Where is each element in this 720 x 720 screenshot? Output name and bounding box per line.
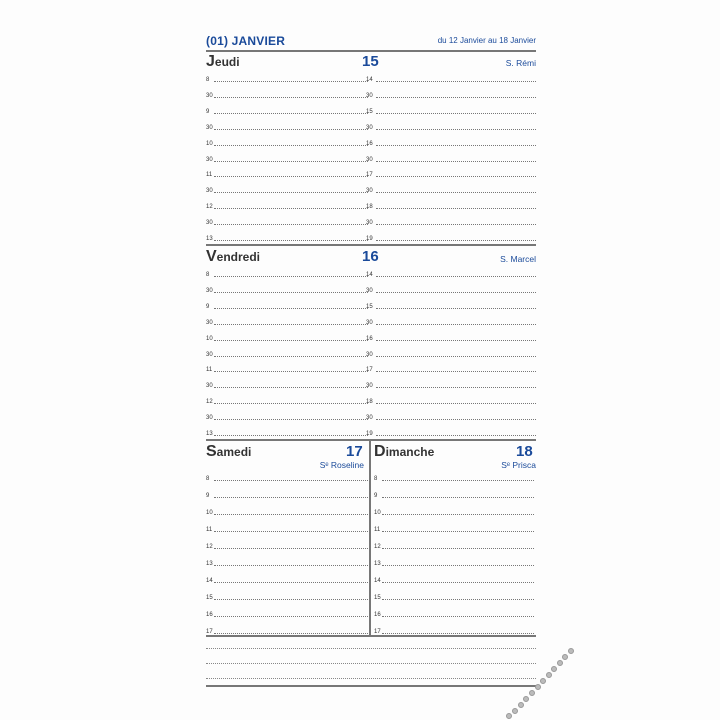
writing-line [214, 599, 368, 600]
writing-line [376, 371, 536, 372]
time-label: 16 [366, 335, 373, 342]
time-label: 17 [366, 367, 373, 374]
time-slot[interactable] [206, 486, 368, 500]
writing-line [214, 145, 368, 146]
time-label: 30 [206, 351, 213, 358]
time-label: 10 [206, 140, 213, 147]
spiral-ring [540, 678, 546, 684]
writing-line [214, 129, 368, 130]
time-slot[interactable] [206, 265, 368, 279]
time-slot[interactable] [206, 197, 368, 211]
time-slot[interactable] [366, 134, 536, 148]
time-label: 14 [206, 578, 213, 584]
writing-line [376, 356, 536, 357]
writing-line [214, 240, 368, 241]
time-label: 11 [374, 527, 381, 533]
time-label: 16 [366, 140, 373, 147]
time-label: 15 [366, 108, 373, 115]
time-slot[interactable] [366, 213, 536, 227]
note-line [206, 648, 536, 649]
time-label: 10 [206, 335, 213, 342]
time-label: 8 [206, 476, 210, 482]
time-label: 13 [206, 561, 213, 567]
time-label: 30 [206, 319, 213, 326]
writing-line [382, 565, 534, 566]
page-header [206, 34, 536, 50]
writing-line [214, 161, 368, 162]
time-slot[interactable] [206, 165, 368, 179]
time-slot[interactable] [374, 503, 534, 517]
day-name: Dimanche [374, 443, 435, 460]
spiral-ring [512, 708, 518, 714]
time-label: 18 [366, 399, 373, 406]
writing-line [376, 192, 536, 193]
writing-line [214, 403, 368, 404]
writing-line [376, 81, 536, 82]
spiral-ring [506, 713, 512, 719]
time-label: 13 [206, 236, 213, 242]
time-slot[interactable] [366, 281, 536, 295]
time-slot[interactable] [366, 392, 536, 406]
writing-line [376, 97, 536, 98]
weekend-divider [369, 439, 371, 636]
writing-line [376, 403, 536, 404]
time-label: 11 [206, 367, 213, 374]
time-label: 15 [366, 303, 373, 310]
header-rule [206, 50, 536, 52]
time-slot[interactable] [366, 118, 536, 132]
time-slot[interactable] [366, 181, 536, 195]
time-label: 30 [206, 124, 213, 131]
time-label: 30 [206, 287, 213, 294]
time-label: 13 [374, 561, 381, 567]
time-slot[interactable] [206, 424, 368, 438]
time-label: 16 [374, 612, 381, 618]
time-slot[interactable] [374, 571, 534, 585]
time-slot[interactable] [206, 376, 368, 390]
time-label: 14 [374, 578, 381, 584]
writing-line [376, 419, 536, 420]
time-label: 10 [374, 510, 381, 516]
time-label: 9 [206, 493, 210, 499]
time-label: 30 [206, 415, 213, 422]
time-slot[interactable] [206, 605, 368, 619]
time-label: 8 [206, 77, 210, 83]
time-label: 12 [206, 399, 213, 406]
writing-line [214, 308, 368, 309]
time-label: 30 [366, 92, 373, 99]
time-label: 30 [366, 124, 373, 131]
writing-line [214, 480, 368, 481]
time-slot[interactable] [206, 503, 368, 517]
writing-line [214, 514, 368, 515]
writing-line [214, 616, 368, 617]
writing-line [376, 324, 536, 325]
time-slot[interactable] [206, 520, 368, 534]
spiral-ring [562, 654, 568, 660]
spiral-ring [518, 702, 524, 708]
time-slot[interactable] [366, 329, 536, 343]
time-slot[interactable] [206, 537, 368, 551]
writing-line [214, 531, 368, 532]
writing-line [376, 240, 536, 241]
time-label: 30 [366, 319, 373, 326]
writing-line [376, 340, 536, 341]
time-slot[interactable] [206, 181, 368, 195]
writing-line [382, 599, 534, 600]
saint-name: S. Marcel [500, 254, 536, 264]
time-label: 30 [366, 351, 373, 358]
time-slot[interactable] [206, 571, 368, 585]
time-label: 15 [206, 595, 213, 601]
time-label: 11 [206, 172, 213, 179]
writing-line [376, 161, 536, 162]
time-label: 13 [206, 431, 213, 437]
time-slot[interactable] [206, 281, 368, 295]
time-label: 30 [206, 156, 213, 163]
note-line [206, 678, 536, 679]
time-slot[interactable] [206, 102, 368, 116]
time-label: 30 [206, 383, 213, 390]
time-slot[interactable] [374, 537, 534, 551]
time-label: 30 [206, 92, 213, 99]
time-slot[interactable] [366, 408, 536, 422]
writing-line [214, 371, 368, 372]
time-slot[interactable] [206, 392, 368, 406]
writing-line [376, 435, 536, 436]
writing-line [376, 129, 536, 130]
time-label: 30 [366, 220, 373, 227]
time-label: 18 [366, 204, 373, 211]
writing-line [214, 208, 368, 209]
writing-line [376, 208, 536, 209]
day-number: 18 [516, 443, 533, 460]
time-slot[interactable] [366, 102, 536, 116]
time-slot[interactable] [206, 588, 368, 602]
time-slot[interactable] [366, 197, 536, 211]
time-slot[interactable] [366, 424, 536, 438]
time-slot[interactable] [206, 622, 368, 636]
writing-line [382, 548, 534, 549]
writing-line [376, 308, 536, 309]
writing-line [376, 176, 536, 177]
time-slot[interactable] [206, 297, 368, 311]
month-title: (01) JANVIER [206, 34, 286, 48]
writing-line [376, 145, 536, 146]
day-separator [206, 439, 536, 441]
writing-line [382, 514, 534, 515]
time-label: 15 [374, 595, 381, 601]
time-slot[interactable] [206, 554, 368, 568]
time-label: 30 [206, 188, 213, 195]
time-label: 30 [366, 415, 373, 422]
writing-line [214, 97, 368, 98]
writing-line [214, 435, 368, 436]
time-slot[interactable] [206, 408, 368, 422]
day-name: Jeudi [206, 53, 240, 70]
bottom-rule [206, 685, 536, 687]
time-label: 14 [366, 272, 373, 278]
time-label: 17 [374, 629, 381, 635]
day-number: 15 [362, 53, 379, 70]
saint-name: Sᵉ Roseline [319, 460, 364, 470]
week-range: du 12 Janvier au 18 Janvier [437, 36, 536, 45]
writing-line [382, 497, 534, 498]
note-line [206, 663, 536, 664]
time-slot[interactable] [206, 86, 368, 100]
time-label: 30 [206, 220, 213, 227]
time-slot[interactable] [374, 605, 534, 619]
time-slot[interactable] [366, 360, 536, 374]
time-slot[interactable] [374, 588, 534, 602]
spiral-ring [568, 648, 574, 654]
writing-line [214, 582, 368, 583]
writing-line [214, 356, 368, 357]
time-slot[interactable] [366, 165, 536, 179]
writing-line [382, 582, 534, 583]
writing-line [382, 633, 534, 634]
time-slot[interactable] [206, 229, 368, 243]
time-slot[interactable] [206, 118, 368, 132]
time-label: 30 [366, 287, 373, 294]
time-slot[interactable] [206, 70, 368, 84]
writing-line [214, 292, 368, 293]
time-label: 12 [374, 544, 381, 550]
day-name: Vendredi [206, 248, 261, 265]
time-label: 12 [206, 204, 213, 211]
time-slot[interactable] [374, 486, 534, 500]
writing-line [376, 387, 536, 388]
time-slot[interactable] [206, 469, 368, 483]
time-slot[interactable] [374, 520, 534, 534]
time-slot[interactable] [366, 150, 536, 164]
time-slot[interactable] [206, 360, 368, 374]
time-label: 30 [366, 188, 373, 195]
time-label: 9 [206, 108, 210, 115]
writing-line [382, 531, 534, 532]
writing-line [214, 548, 368, 549]
time-slot[interactable] [374, 622, 534, 636]
notes-separator [206, 635, 536, 637]
writing-line [214, 340, 368, 341]
writing-line [214, 276, 368, 277]
spiral-ring [546, 672, 552, 678]
spiral-ring [523, 696, 529, 702]
time-slot[interactable] [366, 345, 536, 359]
writing-line [214, 192, 368, 193]
time-slot[interactable] [206, 345, 368, 359]
time-label: 8 [206, 272, 210, 278]
spiral-ring [535, 684, 541, 690]
saint-name: Sᵉ Prisca [501, 460, 536, 470]
writing-line [382, 616, 534, 617]
writing-line [214, 113, 368, 114]
day-number: 16 [362, 248, 379, 265]
spiral-ring [551, 666, 557, 672]
day-number: 17 [346, 443, 363, 460]
time-label: 30 [366, 156, 373, 163]
writing-line [376, 113, 536, 114]
time-label: 30 [366, 383, 373, 390]
writing-line [382, 480, 534, 481]
spiral-ring [529, 690, 535, 696]
writing-line [214, 224, 368, 225]
writing-line [214, 81, 368, 82]
time-label: 16 [206, 612, 213, 618]
writing-line [376, 224, 536, 225]
time-label: 19 [366, 236, 373, 242]
time-label: 9 [374, 493, 378, 499]
time-slot[interactable] [206, 213, 368, 227]
time-slot[interactable] [366, 297, 536, 311]
time-slot[interactable] [206, 313, 368, 327]
time-label: 10 [206, 510, 213, 516]
day-name: Samedi [206, 443, 252, 460]
time-slot[interactable] [374, 554, 534, 568]
time-slot[interactable] [366, 229, 536, 243]
time-label: 17 [366, 172, 373, 179]
time-slot[interactable] [206, 150, 368, 164]
spiral-ring [557, 660, 563, 666]
time-slot[interactable] [374, 469, 534, 483]
writing-line [214, 387, 368, 388]
time-slot[interactable] [366, 313, 536, 327]
time-slot[interactable] [206, 329, 368, 343]
writing-line [214, 324, 368, 325]
time-label: 14 [366, 77, 373, 83]
time-label: 17 [206, 629, 213, 635]
saint-name: S. Rémi [505, 58, 536, 68]
writing-line [214, 419, 368, 420]
writing-line [376, 292, 536, 293]
writing-line [214, 497, 368, 498]
time-label: 12 [206, 544, 213, 550]
writing-line [214, 565, 368, 566]
time-slot[interactable] [366, 265, 536, 279]
time-label: 8 [374, 476, 378, 482]
day-separator [206, 244, 536, 246]
time-slot[interactable] [366, 70, 536, 84]
time-label: 19 [366, 431, 373, 437]
writing-line [214, 176, 368, 177]
time-slot[interactable] [366, 86, 536, 100]
writing-line [376, 276, 536, 277]
time-label: 11 [206, 527, 213, 533]
writing-line [214, 633, 368, 634]
time-slot[interactable] [366, 376, 536, 390]
time-slot[interactable] [206, 134, 368, 148]
time-label: 9 [206, 303, 210, 310]
